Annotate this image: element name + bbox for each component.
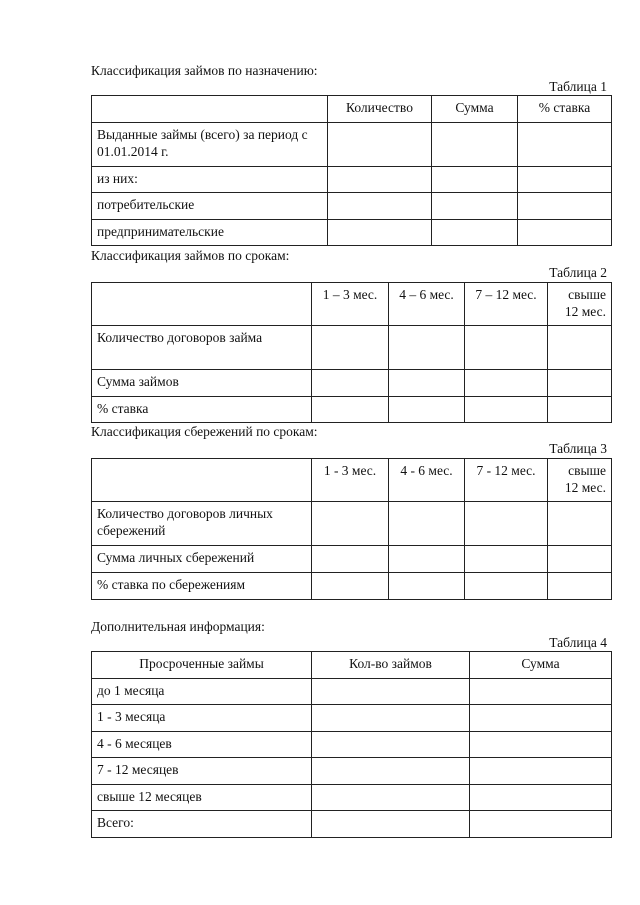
table-row xyxy=(92,326,612,370)
table-cell xyxy=(548,397,612,423)
table3-header-row xyxy=(92,459,612,502)
table-row xyxy=(92,397,612,423)
table-cell xyxy=(518,123,612,167)
table-cell xyxy=(432,193,518,220)
table1-header-cell: % ставка xyxy=(518,96,612,123)
table-cell xyxy=(432,220,518,246)
table4-header-row xyxy=(92,652,612,679)
table-cell xyxy=(548,546,612,573)
table-cell xyxy=(389,397,465,423)
table-cell xyxy=(389,546,465,573)
table-cell xyxy=(328,123,432,167)
section3-heading: Классификация сбережений по срокам: xyxy=(91,424,318,439)
section2-heading: Классификация займов по срокам: xyxy=(91,248,290,263)
table3-header-cell: 4 - 6 мес. xyxy=(389,459,465,502)
row-label: % ставка по сбережениям xyxy=(92,573,312,600)
table-cell xyxy=(312,502,389,546)
table3-caption: Таблица 3 xyxy=(549,441,607,456)
table1-header-cell xyxy=(92,96,328,123)
table2-header-cell: свыше 12 мес. xyxy=(548,283,612,326)
table-cell xyxy=(432,167,518,193)
row-label: 7 - 12 месяцев xyxy=(92,758,312,785)
table1-caption: Таблица 1 xyxy=(549,79,607,94)
table-row xyxy=(92,193,612,220)
table-row xyxy=(92,502,612,546)
table-cell xyxy=(312,811,470,838)
table-cell xyxy=(470,679,612,705)
table4-header-cell: Сумма xyxy=(470,652,612,679)
table-cell xyxy=(312,546,389,573)
row-label: до 1 месяца xyxy=(92,679,312,705)
table-cell xyxy=(518,167,612,193)
table-cell xyxy=(465,573,548,600)
table1-header-row xyxy=(92,96,612,123)
table3-savings-by-term xyxy=(91,458,612,600)
table-cell xyxy=(312,679,470,705)
row-label: 4 - 6 месяцев xyxy=(92,732,312,758)
section1-heading: Классификация займов по назначению: xyxy=(91,63,318,78)
table-cell xyxy=(389,502,465,546)
table-cell xyxy=(465,502,548,546)
table3-header-cell: свыше 12 мес. xyxy=(548,459,612,502)
table-cell xyxy=(518,220,612,246)
table-row xyxy=(92,546,612,573)
table-cell xyxy=(328,220,432,246)
table-cell xyxy=(312,370,389,397)
row-label: 1 - 3 месяца xyxy=(92,705,312,732)
table2-header-cell: 1 – 3 мес. xyxy=(312,283,389,326)
table-cell xyxy=(470,811,612,838)
table4-header-cell: Просроченные займы xyxy=(92,652,312,679)
table3-header-cell: 1 - 3 мес. xyxy=(312,459,389,502)
table-cell xyxy=(312,326,389,370)
table-cell xyxy=(518,193,612,220)
table-row xyxy=(92,370,612,397)
table-row xyxy=(92,785,612,811)
table-cell xyxy=(548,502,612,546)
table4-header-cell: Кол-во займов xyxy=(312,652,470,679)
table-cell xyxy=(470,785,612,811)
table-row xyxy=(92,705,612,732)
table-cell xyxy=(312,397,389,423)
row-label: свыше 12 месяцев xyxy=(92,785,312,811)
table-cell xyxy=(548,370,612,397)
section4-heading: Дополнительная информация: xyxy=(91,619,265,634)
table4-caption: Таблица 4 xyxy=(549,635,607,650)
table1-header-cell: Количество xyxy=(328,96,432,123)
table-cell xyxy=(389,370,465,397)
table-cell xyxy=(328,193,432,220)
table-cell xyxy=(470,705,612,732)
table-row xyxy=(92,220,612,246)
table-cell xyxy=(389,326,465,370)
table1-header-cell: Сумма xyxy=(432,96,518,123)
table2-caption: Таблица 2 xyxy=(549,265,607,280)
row-label: Всего: xyxy=(92,811,312,838)
table-cell xyxy=(312,573,389,600)
table-cell xyxy=(548,573,612,600)
table4-overdue-loans xyxy=(91,651,612,838)
table2-header-row xyxy=(92,283,612,326)
table-cell xyxy=(432,123,518,167)
row-label: предпринимательские xyxy=(92,220,328,246)
table-cell xyxy=(312,732,470,758)
table-row xyxy=(92,167,612,193)
table3-header-cell: 7 - 12 мес. xyxy=(465,459,548,502)
row-label: Сумма займов xyxy=(92,370,312,397)
table-cell xyxy=(470,758,612,785)
table-cell xyxy=(465,370,548,397)
table-cell xyxy=(465,397,548,423)
row-label: из них: xyxy=(92,167,328,193)
row-label: Выданные займы (всего) за период с 01.01.2014 г. xyxy=(92,123,328,167)
row-label: Сумма личных сбережений xyxy=(92,546,312,573)
table2-header-cell: 4 – 6 мес. xyxy=(389,283,465,326)
table2-header-cell: 7 – 12 мес. xyxy=(465,283,548,326)
table-cell xyxy=(465,546,548,573)
table2-header-cell xyxy=(92,283,312,326)
table-cell xyxy=(312,758,470,785)
row-label: % ставка xyxy=(92,397,312,423)
table-cell xyxy=(465,326,548,370)
table-row xyxy=(92,811,612,838)
table-row xyxy=(92,123,612,167)
table3-header-cell xyxy=(92,459,312,502)
table-cell xyxy=(470,732,612,758)
table-row xyxy=(92,758,612,785)
table-cell xyxy=(312,785,470,811)
row-label: Количество договоров личных сбережений xyxy=(92,502,312,546)
table-row xyxy=(92,679,612,705)
table-row xyxy=(92,573,612,600)
table-cell xyxy=(312,705,470,732)
row-label: потребительские xyxy=(92,193,328,220)
table-row xyxy=(92,732,612,758)
table1-loans-by-purpose xyxy=(91,95,612,246)
table-cell xyxy=(328,167,432,193)
table2-loans-by-term xyxy=(91,282,612,423)
table-cell xyxy=(548,326,612,370)
row-label: Количество договоров займа xyxy=(92,326,312,370)
table-cell xyxy=(389,573,465,600)
